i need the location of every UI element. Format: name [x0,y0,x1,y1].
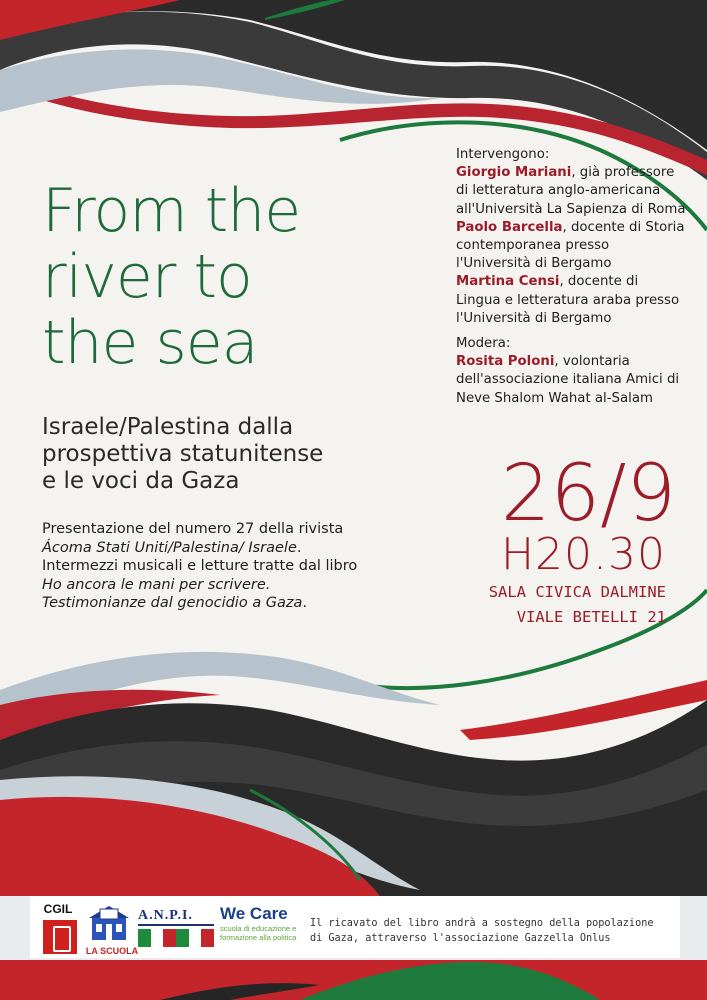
we-care-logo-icon [220,904,300,954]
speaker-role: , docente di Storia contemporanea presso l'Università di Bergamo [456,219,685,272]
anpi-logo-label: A.N.P.I. [138,908,214,926]
speaker-name: Martina Censi [456,274,560,290]
cgil-logo-icon [40,902,80,954]
moderator-heading: Modera: [456,336,511,352]
moderator-item [456,353,686,408]
speaker-name: Paolo Barcella [456,219,563,235]
sponsor-footer [30,896,680,958]
anpi-logo-icon [138,908,214,950]
event-date: 26/9 [500,449,676,539]
event-time: H20.30 [500,529,666,580]
speaker-item [456,273,686,328]
we-care-logo-label: We Care [220,904,288,923]
speaker-item [456,164,686,219]
speaker-role: , docente di Lingua e letteratura araba presso l'Università di Bergamo [456,274,680,326]
footer-note-line: di Gaza, attraverso l'associazione Gazzella Onlus [310,933,611,944]
title-line: river to [42,242,252,312]
moderator-block [456,335,686,408]
speaker-name: Giorgio Mariani [456,165,572,181]
book-title: Ho ancora le mani per scrivere. Testimonianze dal genocidio a Gaza [42,576,303,611]
title-line: From the [42,176,301,246]
moderator-role: , volontaria dell'associazione italiana Amici di Neve Shalom Wahat al-Salam [456,354,680,406]
la-scuola-logo-icon [84,902,139,956]
speaker-item [456,219,686,274]
journal-title: Ácoma Stati Uniti/Palestina/ Israele [42,539,297,556]
venue-line: SALA CIVICA DALMINE [488,583,666,601]
event-subtitle [42,414,412,495]
footer-note [310,916,680,946]
school-building-icon [84,902,134,944]
subtitle-line: prospettiva statunitense [42,441,324,467]
moderator-name: Rosita Poloni [456,354,555,370]
description-text: . [302,595,308,611]
cgil-logo-mark [43,920,77,954]
title-line: the sea [42,308,258,378]
we-care-logo-sub: scuola di educazione e formazione alla politica [220,924,297,942]
italian-flag-icon [138,929,214,947]
subtitle-line: e le voci da Gaza [42,468,240,494]
speakers-panel [456,146,686,408]
description-text: . Intermezzi musicali e letture tratte dal libro [42,539,358,574]
la-scuola-logo-label: LA SCUOLA [85,946,139,956]
footer-note-line: Il ricavato del libro andrà a sostegno della popolazione [310,918,654,929]
speakers-heading: Intervengono: [456,147,550,162]
description-text: Presentazione del numero 27 della rivista [42,521,344,537]
speaker-role: , già professore di letteratura anglo-americana all'Università La Sapienza di Roma [456,165,686,217]
event-description [42,520,372,613]
venue-line: VIALE BETELLI 21 [516,608,666,626]
subtitle-line: Israele/Palestina dalla [42,414,294,440]
cgil-logo-label: CGIL [43,902,73,916]
event-title [42,178,422,376]
event-venue [430,580,666,630]
